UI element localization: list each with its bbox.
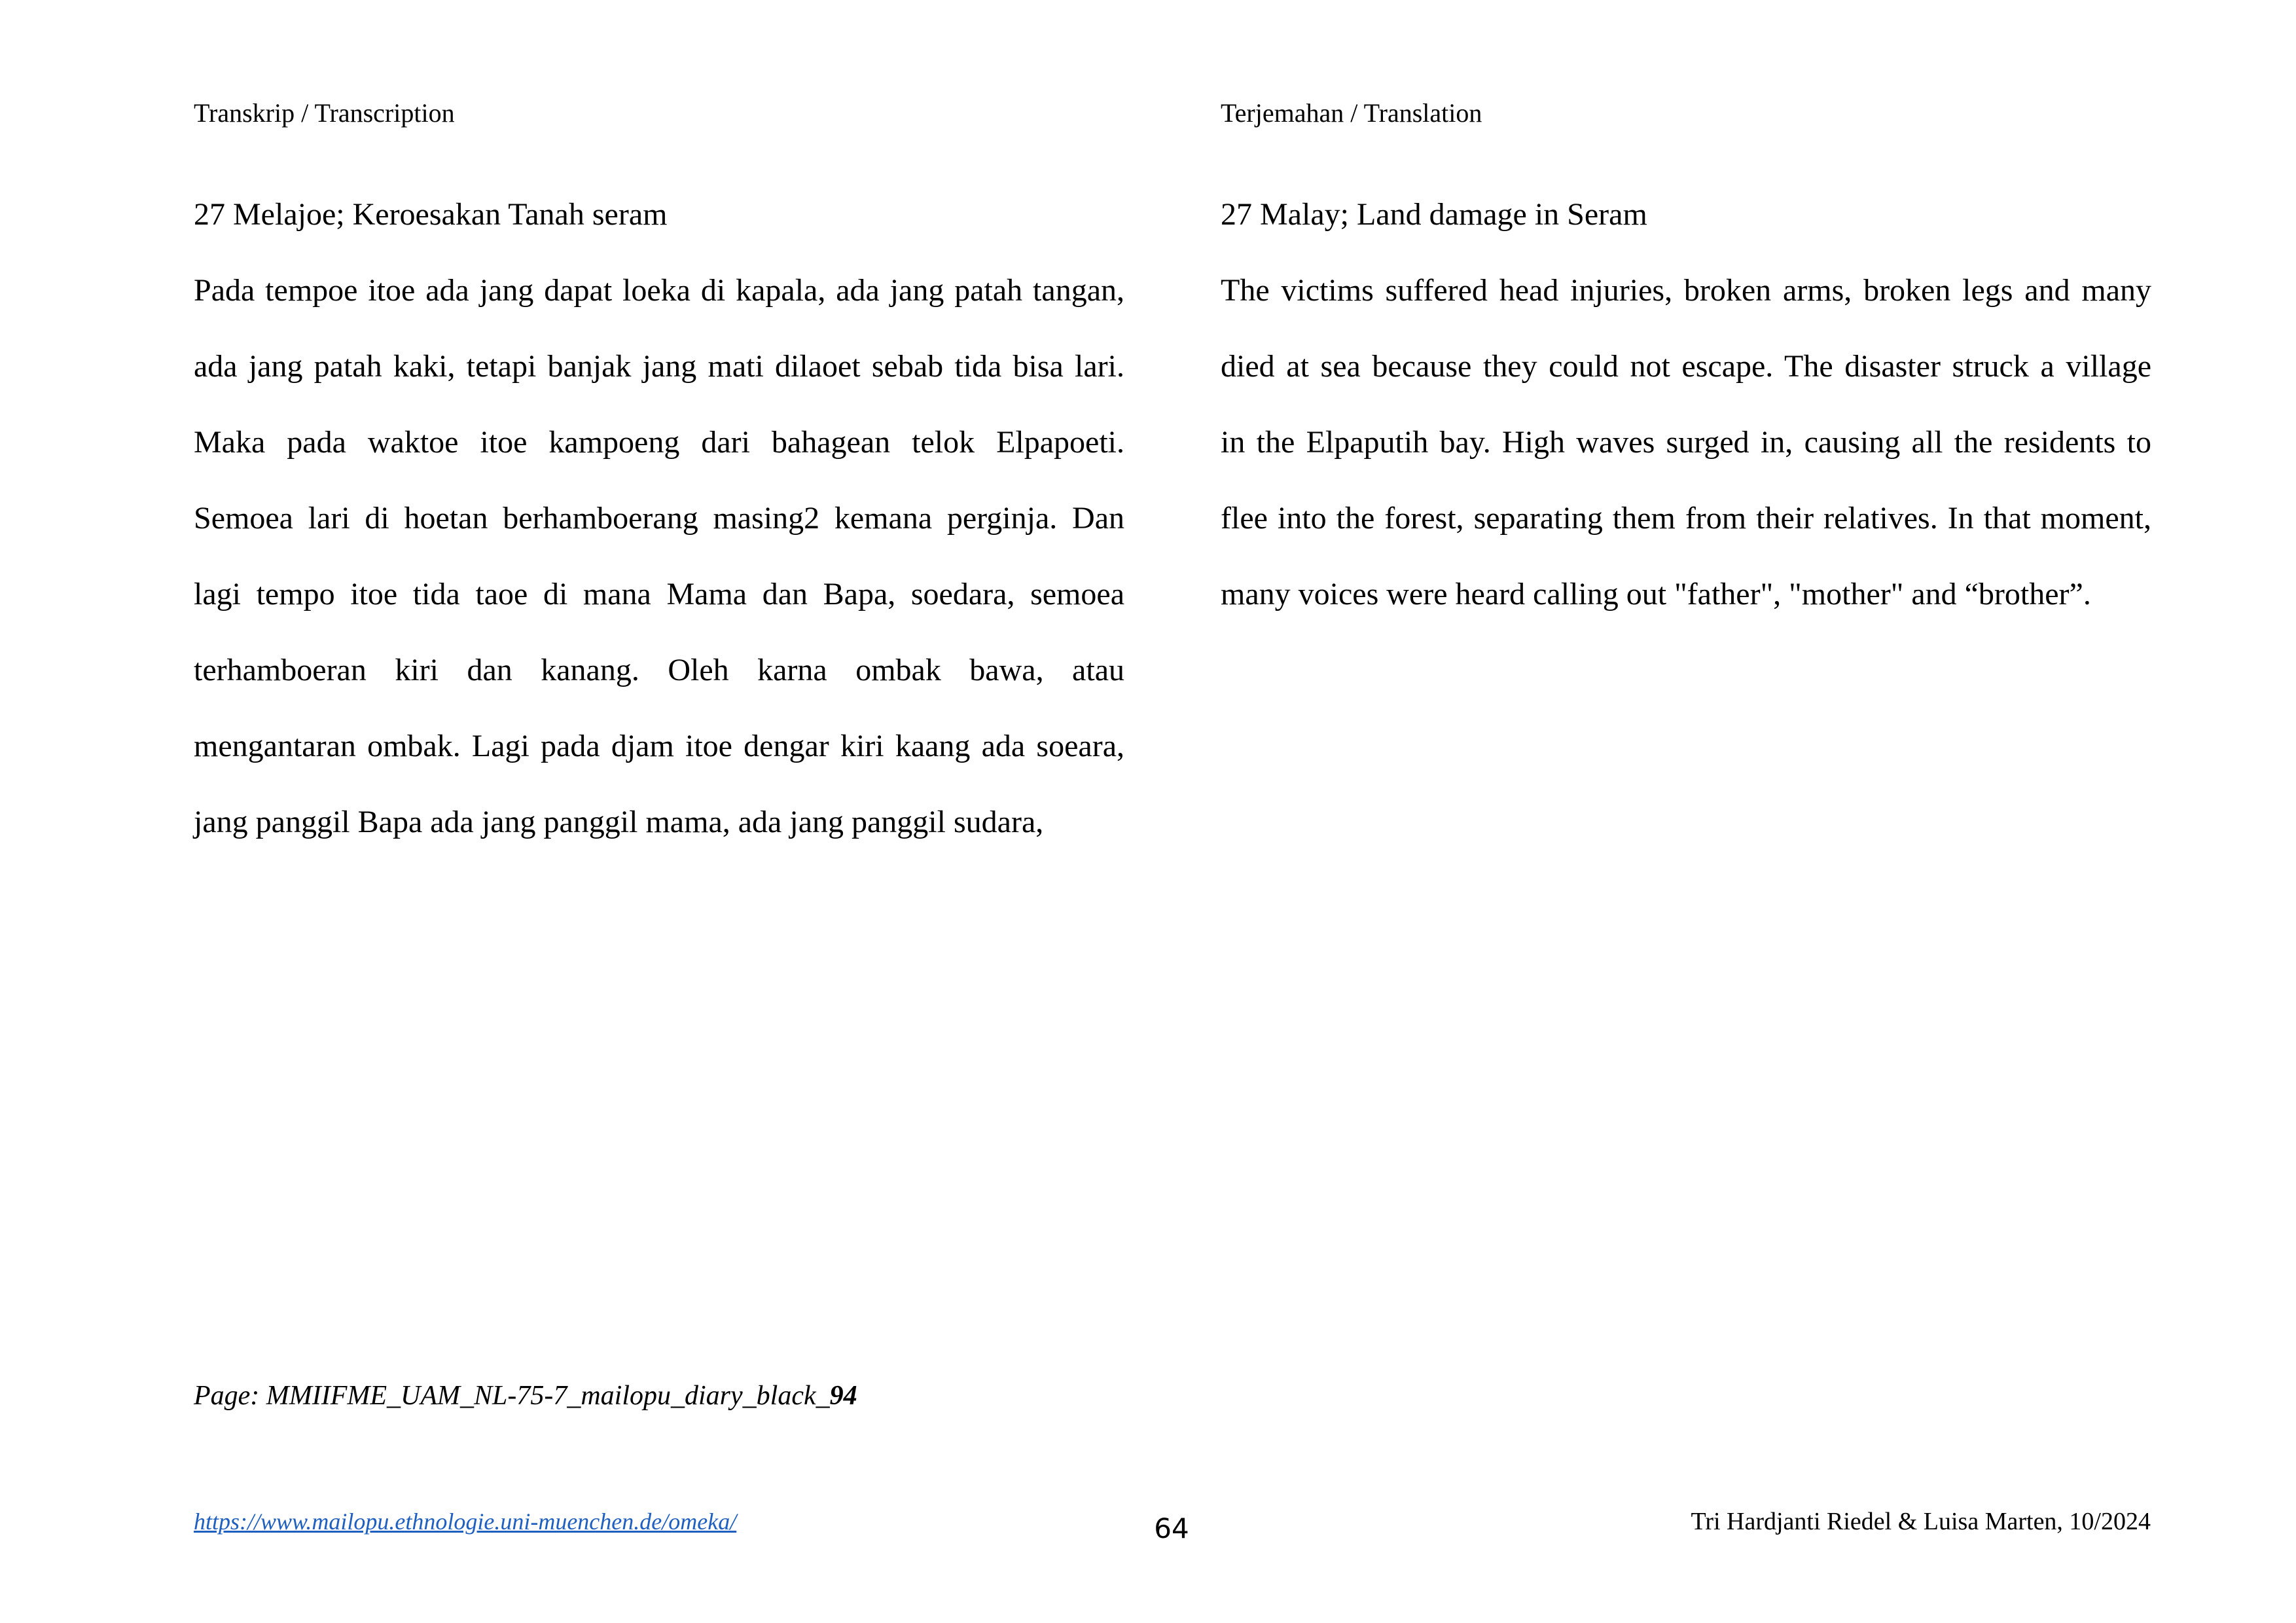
transcription-line: mengantaran ombak. Lagi pada djam itoe dengar kiri kaang ada soeara, xyxy=(194,729,1124,763)
translation-title: 27 Malay; Land damage in Seram xyxy=(1221,197,1647,232)
translation-line: flee into the forest, separating them from their relatives. In that moment, xyxy=(1221,501,2151,536)
transcription-line: ada jang patah kaki, tetapi banjak jang mati dilaoet sebab tida bisa lari. xyxy=(194,349,1124,384)
omeka-link[interactable]: https://www.mailopu.ethnologie.uni-muenchen.de/omeka/ xyxy=(194,1508,737,1535)
transcription-line: Pada tempoe itoe ada jang dapat loeka di kapala, ada jang patah tangan, xyxy=(194,273,1124,308)
page-reference-number: 94 xyxy=(829,1381,857,1411)
transcription-line: Maka pada waktoe itoe kampoeng dari bahagean telok Elpapoeti. xyxy=(194,425,1124,460)
transcription-title: 27 Melajoe; Keroesakan Tanah seram xyxy=(194,197,668,232)
transcription-header: Transkrip / Transcription xyxy=(194,98,455,128)
translation-line: many voices were heard calling out "father", "mother" and “brother”. xyxy=(1221,577,2091,611)
transcription-line: jang panggil Bapa ada jang panggil mama, ada jang panggil sudara, xyxy=(194,805,1044,839)
translation-line: in the Elpaputih bay. High waves surged in, causing all the residents to xyxy=(1221,425,2151,460)
author-credit: Tri Hardjanti Riedel & Luisa Marten, 10/2024 xyxy=(1691,1508,2151,1535)
page-reference xyxy=(194,1378,857,1413)
translation-line: The victims suffered head injuries, broken arms, broken legs and many xyxy=(1221,273,2151,308)
translation-line: died at sea because they could not escape. The disaster struck a village xyxy=(1221,349,2151,384)
transcription-line: terhamboeran kiri dan kanang. Oleh karna ombak bawa, atau xyxy=(194,653,1124,687)
page-reference-prefix: Page: MMIIFME_UAM_NL-75-7_mailopu_diary_black_ xyxy=(194,1381,830,1411)
translation-header: Terjemahan / Translation xyxy=(1221,98,1482,128)
page-number: 64 xyxy=(1154,1512,1189,1544)
transcription-line: Semoea lari di hoetan berhamboerang masing2 kemana perginja. Dan xyxy=(194,501,1124,536)
transcription-line: lagi tempo itoe tida taoe di mana Mama dan Bapa, soedara, semoea xyxy=(194,577,1124,611)
